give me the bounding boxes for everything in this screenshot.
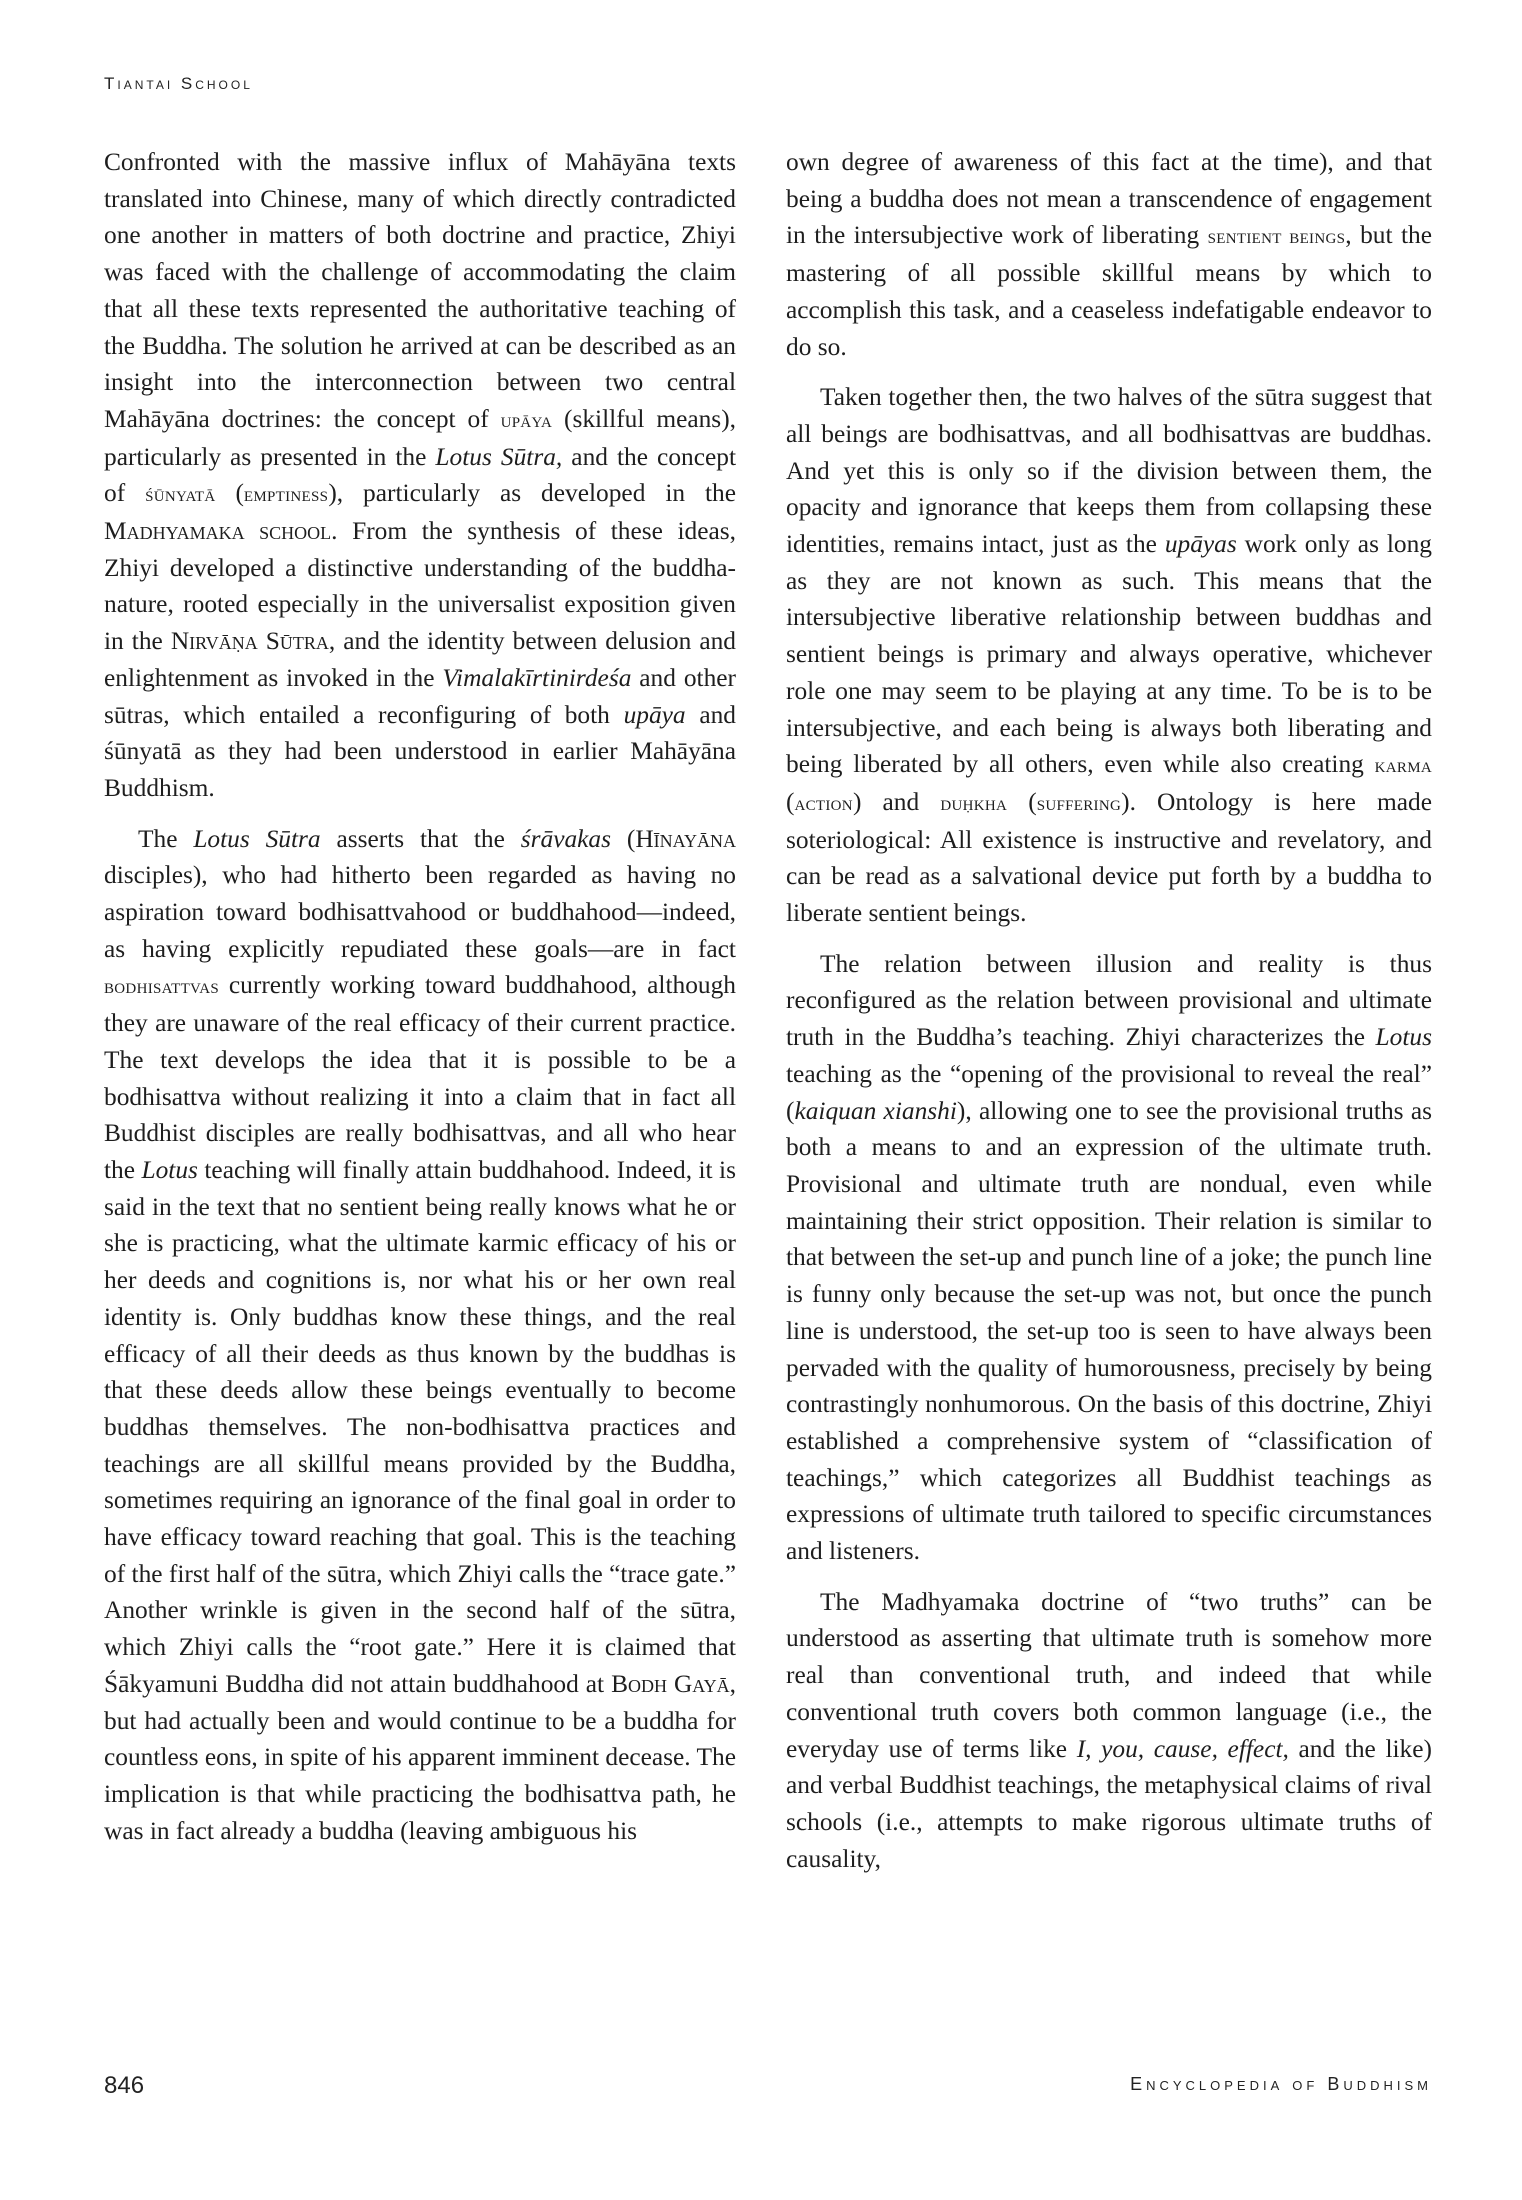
text: work only as long as they are not known as such. This means that the intersubjective liberative relationship between buddhas and sentient beings is primary and always operative, whichever role one may seem to be playing at any time. To be is to be intersubjective, and each being is always both liberating and being liberated by all others, even while also creating xyxy=(786,530,1432,779)
text: and the like) and verbal Buddhist teachings, the metaphysical claims of rival schools (i.e., attempts to make rigorous ultimate truths of causality, xyxy=(786,1734,1432,1873)
italic-term: upāya xyxy=(623,700,686,729)
cross-reference[interactable]: suffering xyxy=(1036,790,1122,815)
cross-reference[interactable]: Madhyamaka school xyxy=(104,517,332,546)
text: ( xyxy=(215,479,244,508)
cross-reference[interactable]: duḥkha xyxy=(940,790,1008,815)
text: disciples), who had hitherto been regarded as having no aspiration toward bodhisattvahood or buddhahood—indeed, as having explicitly repudiated these goals—are in fact xyxy=(104,861,736,963)
italic-title: Lotus xyxy=(141,1155,198,1184)
text: The xyxy=(138,824,194,853)
text: and śūnyatā as they had been understood in earlier Mahāyāna Buddhism. xyxy=(104,700,736,802)
cross-reference[interactable]: emptiness xyxy=(243,482,329,507)
cross-reference[interactable]: śūnyatā xyxy=(145,482,216,507)
paragraph xyxy=(786,946,1432,1570)
text: ( xyxy=(611,824,636,853)
italic-title: Lotus xyxy=(1375,1023,1432,1052)
cross-reference[interactable]: karma xyxy=(1374,753,1432,778)
running-head: Tiantai School xyxy=(104,74,253,93)
text: ). Ontology is here made soteriological: All existence is instructive and revelatory, and can be read as a salvational device put forth by a buddha to liberate sentient beings. xyxy=(786,787,1432,928)
italic-title: Vimalakīrtinirdeśa xyxy=(442,663,632,692)
text: teaching as the “opening of the provisional to reveal the real” ( xyxy=(786,1059,1432,1125)
cross-reference[interactable]: action xyxy=(794,790,853,815)
text: own degree of awareness of this fact at the time), and that being a buddha does not mean a transcendence of engagement in the intersubjective work of liberating xyxy=(786,148,1432,250)
paragraph xyxy=(104,144,736,807)
italic-title: Lotus Sūtra, xyxy=(435,442,563,471)
cross-reference[interactable]: bodhisattvas xyxy=(104,974,220,999)
text: currently working toward buddhahood, although they are unaware of the real efficacy of their current practice. The text develops the idea that it is possible to be a bodhisattva without realizing it into a claim that in fact all Buddhist disciples are really bodhisattvas, and all who hear the xyxy=(104,971,736,1184)
text: (skillful means), particularly as presented in the xyxy=(104,404,736,471)
text: ) and xyxy=(852,787,941,816)
text: , but had actually been and would continue to be a buddha for countless eons, in spite of his apparent imminent decease. The implication is that while practicing the bodhisattva path, he was in fact already a buddha (leaving ambiguous his xyxy=(104,1669,737,1845)
italic-term: kaiquan xianshi xyxy=(794,1096,957,1125)
paragraph xyxy=(786,1584,1432,1878)
text: ), particularly as developed in the xyxy=(328,479,737,508)
cross-reference[interactable]: sentient beings xyxy=(1207,224,1346,249)
text: . From the synthesis of these ideas, Zhiyi developed a distinctive understanding of the buddha-nature, rooted especially in the universalist exposition given in the xyxy=(104,517,736,656)
italic-term: I, you, cause, effect, xyxy=(1076,1734,1289,1763)
text: Confronted with the massive influx of Mahāyāna texts translated into Chinese, many of which directly contradicted one another in matters of both doctrine and practice, Zhiyi was faced with the challenge of accommodating the claim that all these texts represented the authoritative teaching of the Buddha. The solution he arrived at can be described as an insight into the interconnection between two central Mahāyāna doctrines: the concept of xyxy=(104,148,736,433)
text: The Madhyamaka doctrine of “two truths” can be understood as asserting that ultimate truth is somehow more real than conventional truth, and indeed that while conventional truth covers both common language (i.e., the everyday use of terms like xyxy=(786,1587,1432,1763)
italic-title: Lotus Sūtra xyxy=(193,824,321,853)
text: The relation between illusion and reality is thus reconfigured as the relation between provisional and ultimate truth in the Buddha’s teaching. Zhiyi characterizes the xyxy=(786,949,1432,1052)
cross-reference[interactable]: Bodh Gayā xyxy=(611,1669,730,1698)
page-number: 846 xyxy=(104,2072,145,2099)
text: ), allowing one to see the provisional truths as both a means to and an expression of the ultimate truth. Provisional and ultimate truth are nondual, even while maintaining their strict opposition. Their relation is similar to that between the set-up and punch line of a joke; the punch line is funny only because the set-up was not, but once the punch line is understood, the set-up too is seen to have always been pervaded with the quality of humorousness, precisely by being contrastingly nonhumorous. On the basis of this doctrine, Zhiyi established a comprehensive system of “classification of teachings,” which categorizes all Buddhist teachings as expressions of ultimate truth tailored to specific circumstances and listeners. xyxy=(786,1096,1432,1566)
text: Taken together then, the two halves of the sūtra suggest that all beings are bodhisattvas, and all bodhisattvas are buddhas. And yet this is only so if the division between them, the opacity and ignorance that keeps them from collapsing these identities, remains intact, just as the xyxy=(786,383,1432,559)
text: ( xyxy=(786,787,795,816)
text: and the identity between delusion and enlightenment as invoked in the xyxy=(104,627,736,692)
text: and other sūtras, which entailed a reconfiguring of both xyxy=(104,663,736,729)
cross-reference[interactable]: upāya xyxy=(500,407,553,432)
text: teaching will finally attain buddhahood. Indeed, it is said in the text that no sentient being really knows what he or she is practicing, what the ultimate karmic efficacy of his or her deeds and cognitions is, nor what his or her own real identity is. Only buddhas know these things, and the real efficacy of all their deeds as thus known by the buddhas is that these deeds allow these beings eventually to become buddhas themselves. The non-bodhisattva practices and teachings are all skillful means provided by the Buddha, sometimes requiring an ignorance of the final goal in order to have efficacy toward reaching that goal. This is the teaching of the first half of the sūtra, which Zhiyi calls the “trace gate.” Another wrinkle is given in the second half of the sūtra, which Zhiyi calls the “root gate.” Here it is claimed that Śākyamuni Buddha did not attain buddhahood at xyxy=(104,1155,736,1698)
italic-term: śrāvakas xyxy=(520,824,612,853)
italic-term: upāyas xyxy=(1164,530,1237,559)
cross-reference[interactable]: Hīnayāna xyxy=(635,824,736,853)
paragraph xyxy=(786,379,1432,932)
right-column xyxy=(786,144,1432,1891)
paragraph xyxy=(786,144,1432,365)
cross-reference[interactable]: Nirvāṇa Sūtra, xyxy=(170,627,336,656)
left-column xyxy=(104,144,736,1863)
text: asserts that the xyxy=(320,824,521,853)
text: , but the mastering of all possible skillful means by which to accomplish this task, and a ceaseless indefatigable endeavor to do so. xyxy=(786,221,1432,361)
text: ( xyxy=(1007,787,1037,816)
text: and the concept of xyxy=(104,442,736,508)
book-title: Encyclopedia of Buddhism xyxy=(1130,2074,1432,2094)
paragraph xyxy=(104,821,736,1850)
